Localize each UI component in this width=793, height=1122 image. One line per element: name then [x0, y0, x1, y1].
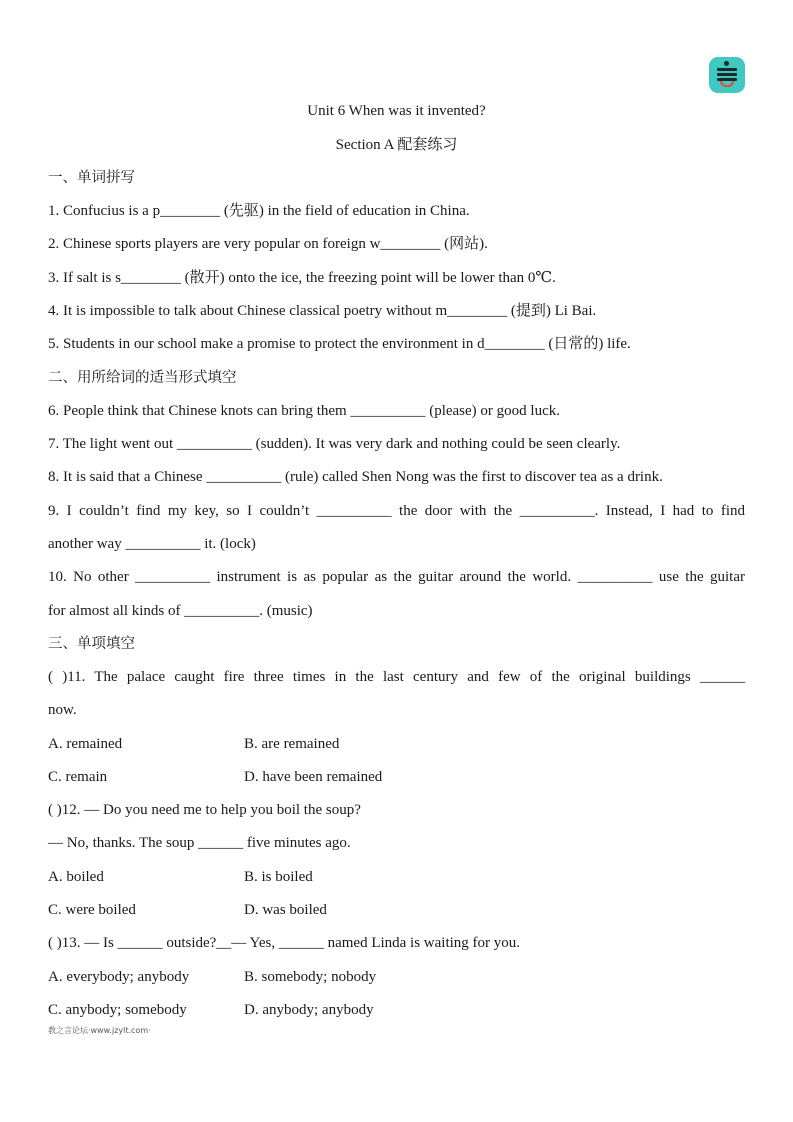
question-5: 5. Students in our school make a promise to protect the environment in d________ (日常的) life. — [48, 336, 631, 352]
section-heading-multiple-choice: 三、单项填空 — [48, 636, 135, 652]
site-logo-icon — [709, 57, 745, 93]
question-11-option-b: B. are remained — [244, 736, 340, 752]
question-7: 7. The light went out __________ (sudden). It was very dark and nothing could be seen clearly. — [48, 436, 621, 452]
question-12-option-c: C. were boiled — [48, 902, 136, 918]
question-12-line-1: ( )12. — Do you need me to help you boil the soup? — [48, 802, 361, 818]
question-6: 6. People think that Chinese knots can bring them __________ (please) or good luck. — [48, 403, 560, 419]
question-13-option-a: A. everybody; anybody — [48, 969, 190, 985]
question-12-option-b: B. is boiled — [244, 869, 313, 885]
question-12-option-a: A. boiled — [48, 869, 104, 885]
question-12-line-2: — No, thanks. The soup ______ five minutes ago. — [48, 835, 351, 851]
question-13-line-1: ( )13. — Is ______ outside?__— Yes, ______ named Linda is waiting for you. — [48, 935, 521, 951]
question-11-option-a: A. remained — [48, 736, 123, 752]
question-10-line-2: for almost all kinds of __________. (music) — [48, 603, 313, 619]
question-13-option-b: B. somebody; nobody — [244, 969, 377, 985]
page-footer: 教之言论坛·www.jzylt.com· — [48, 1026, 151, 1035]
question-12-option-d: D. was boiled — [244, 902, 327, 918]
question-11-line-1: ( )11. The palace caught fire three times in the last century and few of the original buildings ______ — [48, 669, 745, 685]
question-3: 3. If salt is s________ (散开) onto the ice, the freezing point will be lower than 0℃. — [48, 270, 556, 286]
question-4: 4. It is impossible to talk about Chinese classical poetry without m________ (提到) Li Bai. — [48, 303, 597, 319]
page-title: Unit 6 When was it invented? — [307, 103, 486, 119]
section-heading-spelling: 一、单词拼写 — [48, 170, 135, 186]
question-8: 8. It is said that a Chinese __________ (rule) called Shen Nong was the first to discover tea as a drink. — [48, 469, 663, 485]
question-2: 2. Chinese sports players are very popular on foreign w________ (网站). — [48, 236, 488, 252]
question-11-option-c: C. remain — [48, 769, 108, 785]
question-9-line-1: 9. I couldn’t find my key, so I couldn’t __________ the door with the __________. Instead, I had to find — [48, 503, 745, 519]
section-heading-word-forms: 二、用所给词的适当形式填空 — [48, 370, 237, 386]
question-11-option-d: D. have been remained — [244, 769, 383, 785]
question-1: 1. Confucius is a p________ (先驱) in the field of education in China. — [48, 203, 470, 219]
question-11-line-2: now. — [48, 702, 77, 718]
question-13-option-d: D. anybody; anybody — [244, 1002, 374, 1018]
page-subtitle: Section A 配套练习 — [335, 137, 458, 153]
question-9-line-2: another way __________ it. (lock) — [48, 536, 256, 552]
question-13-option-c: C. anybody; somebody — [48, 1002, 187, 1018]
question-10-line-1: 10. No other __________ instrument is as popular as the guitar around the world. __________ use the guitar — [48, 569, 745, 585]
